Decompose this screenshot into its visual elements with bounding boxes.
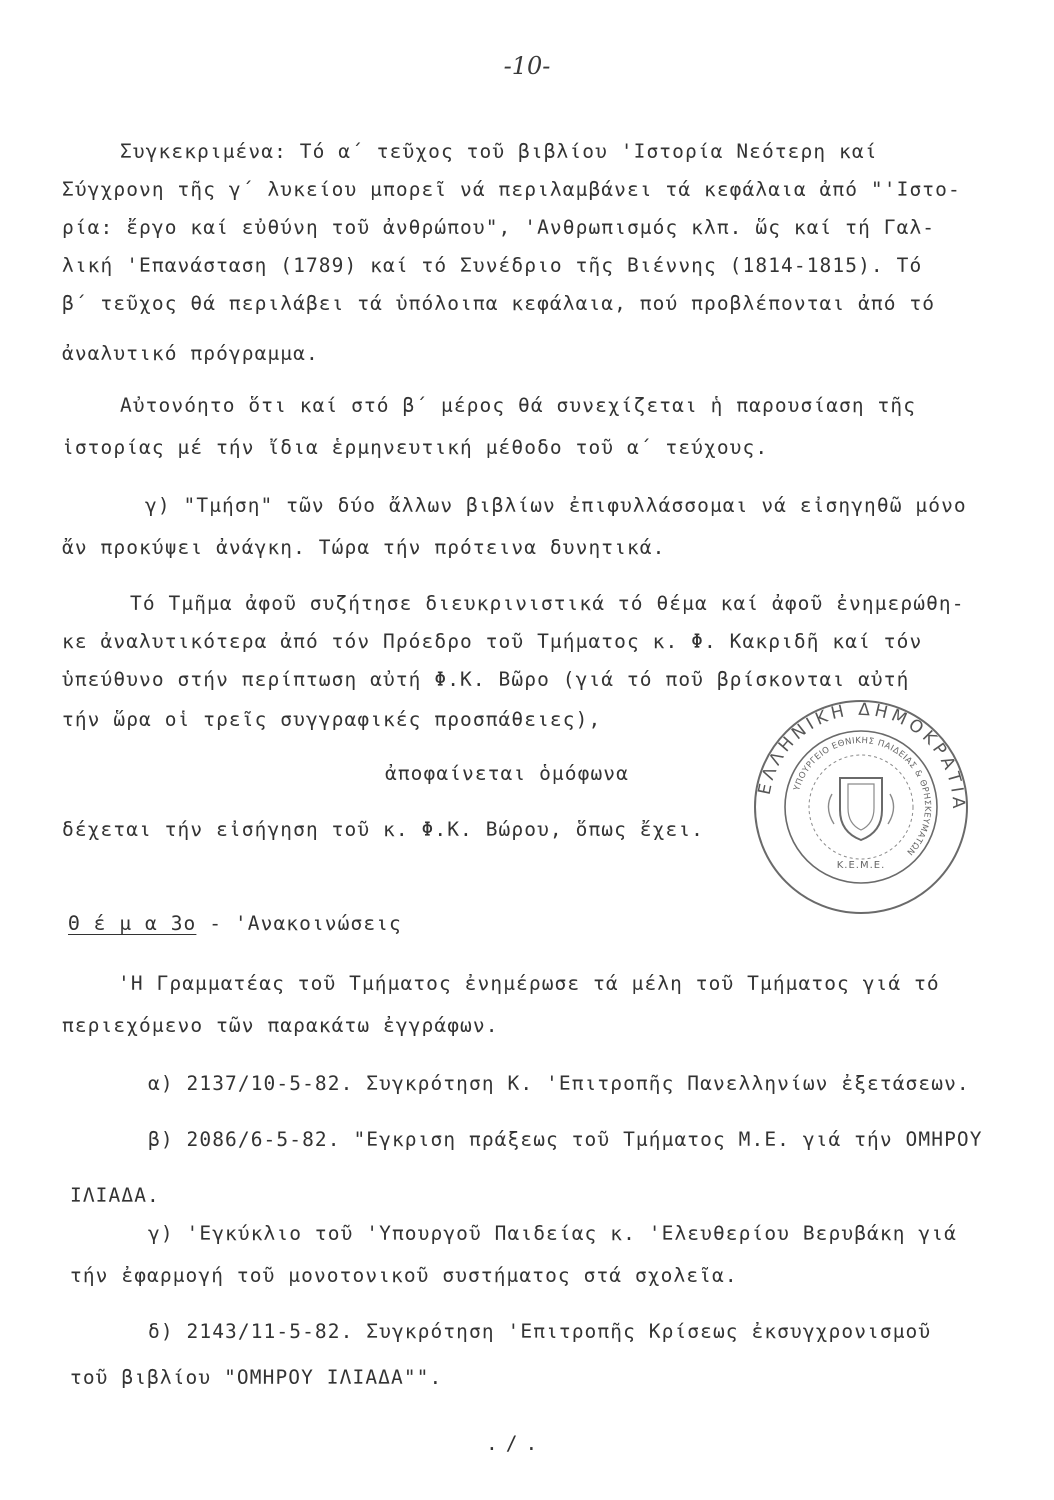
paragraph-4-line-1: Τό Τμῆμα ἀφοῦ συζήτησε διευκρινιστικά τό θέμα καί ἀφοῦ ἐνημερώθη-: [130, 592, 965, 615]
decision-heading: ἀποφαίνεται ὁμόφωνα: [385, 762, 629, 785]
paragraph-3-line-2: ἄν προκύψει ἀνάγκη. Τώρα τήν πρότεινα δυνητικά.: [62, 536, 666, 559]
paragraph-4-line-4: τήν ὥρα οἱ τρεῖς συγγραφικές προσπάθειες),: [62, 708, 602, 731]
item-b-line-1: β) 2086/6-5-82. "Εγκριση πράξεως τοῦ Τμήματος Μ.Ε. γιά τήν ΟΜΗΡΟΥ: [148, 1128, 983, 1151]
stamp-outer-text: ΕΛΛΗΝΙΚΗ ΔΗΜΟΚΡΑΤΙΑ: [754, 699, 969, 813]
paragraph-3-line-1: γ) "Τμήση" τῶν δύο ἄλλων βιβλίων ἐπιφυλλάσσομαι νά εἰσηγηθῶ μόνο: [145, 494, 967, 517]
paragraph-1-line-4: λική 'Επανάσταση (1789) καί τό Συνέδριο τῆς Βιέννης (1814-1815). Τό: [62, 254, 923, 277]
paragraph-1-line-5: β΄ τεῦχος θά περιλάβει τά ὑπόλοιπα κεφάλαια, πού προβλέπονται ἀπό τό: [62, 292, 936, 315]
decision-text: δέχεται τήν εἰσήγηση τοῦ κ. Φ.Κ. Βώρου, ὅπως ἔχει.: [62, 818, 704, 841]
paragraph-5-line-1: 'Η Γραμματέας τοῦ Τμήματος ἐνημέρωσε τά μέλη τοῦ Τμήματος γιά τό: [118, 972, 940, 995]
stamp-inner-text: ΥΠΟΥΡΓΕΙΟ ΕΘΝΙΚΗΣ ΠΑΙΔΕΙΑΣ & ΘΡΗΣΚΕΥΜΑΤΩΝ: [792, 735, 933, 858]
item-b-line-2: ΙΛΙΑΔΑ.: [70, 1184, 160, 1207]
paragraph-1-line-2: Σύγχρονη τῆς γ΄ λυκείου μπορεῖ νά περιλαμβάνει τά κεφάλαια ἀπό "'Ιστο-: [62, 178, 961, 201]
item-c-line-1: γ) 'Εγκύκλιο τοῦ 'Υπουργοῦ Παιδείας κ. 'Ελευθερίου Βερυβάκη γιά: [148, 1222, 957, 1245]
theme-heading: [68, 912, 402, 935]
paragraph-2-line-2: ἱστορίας μέ τήν ἴδια ἑρμηνευτική μέθοδο τοῦ α΄ τεύχους.: [62, 436, 769, 459]
official-seal-stamp: [752, 698, 970, 916]
paragraph-2-line-1: Αὐτονόητο ὅτι καί στό β΄ μέρος θά συνεχίζεται ἡ παρουσίαση τῆς: [120, 394, 917, 417]
item-d-line-1: δ) 2143/11-5-82. Συγκρότηση 'Επιτροπῆς Κρίσεως ἐκσυγχρονισμοῦ: [148, 1320, 932, 1343]
paragraph-4-line-2: κε ἀναλυτικότερα ἀπό τόν Πρόεδρο τοῦ Τμήματος κ. Φ. Κακριδῆ καί τόν: [62, 630, 923, 653]
paragraph-4-line-3: ὑπεύθυνο στήν περίπτωση αὐτή Φ.Κ. Βῶρο (γιά τό ποῦ βρίσκονται αὐτή: [62, 668, 910, 691]
page-number: -10-: [503, 52, 551, 80]
item-d-line-2: τοῦ βιβλίου "ΟΜΗΡΟΥ ΙΛΙΑΔΑ"".: [70, 1366, 443, 1389]
item-c-line-2: τήν ἐφαρμογή τοῦ μονοτονικοῦ συστήματος στά σχολεῖα.: [70, 1264, 738, 1287]
item-a: α) 2137/10-5-82. Συγκρότηση Κ. 'Επιτροπῆς Πανελληνίων ἐξετάσεων.: [148, 1072, 970, 1095]
theme-number: Θ έ μ α 3ο: [68, 912, 197, 935]
continuation-mark: ./.: [486, 1432, 546, 1455]
coat-of-arms-icon: [840, 778, 882, 840]
paragraph-1-line-3: ρία: ἔργο καί εὐθύνη τοῦ ἀνθρώπου", 'Ανθρωπισμός κλπ. ὥς καί τή Γαλ-: [62, 216, 936, 239]
paragraph-5-line-2: περιεχόμενο τῶν παρακάτω ἐγγράφων.: [62, 1014, 499, 1037]
theme-title: - 'Ανακοινώσεις: [209, 912, 402, 935]
paragraph-1-line-1: Συγκεκριμένα: Τό α΄ τεῦχος τοῦ βιβλίου 'Ιστορία Νεότερη καί: [120, 140, 878, 163]
paragraph-1-line-6: ἀναλυτικό πρόγραμμα.: [62, 342, 319, 365]
stamp-bottom-text: Κ.Ε.Μ.Ε.: [836, 860, 886, 871]
